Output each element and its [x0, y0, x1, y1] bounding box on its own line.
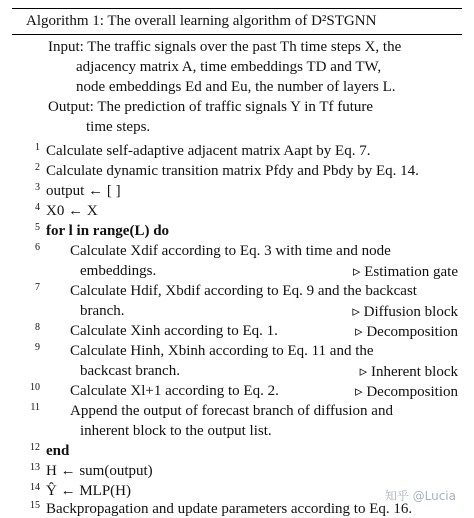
comment-decomposition-1: ▹ Decomposition: [355, 324, 458, 340]
title-rule: [12, 34, 462, 35]
comment-diffusion-block: ▹ Diffusion block: [352, 304, 458, 320]
comment-inherent-block: ▹ Inherent block: [359, 364, 458, 380]
watermark: 知乎 @Lucia: [384, 489, 456, 503]
top-rule: [12, 8, 462, 9]
comment-decomposition-2: ▹ Decomposition: [355, 384, 458, 400]
comment-estimation-gate: ▹ Estimation gate: [352, 264, 458, 280]
